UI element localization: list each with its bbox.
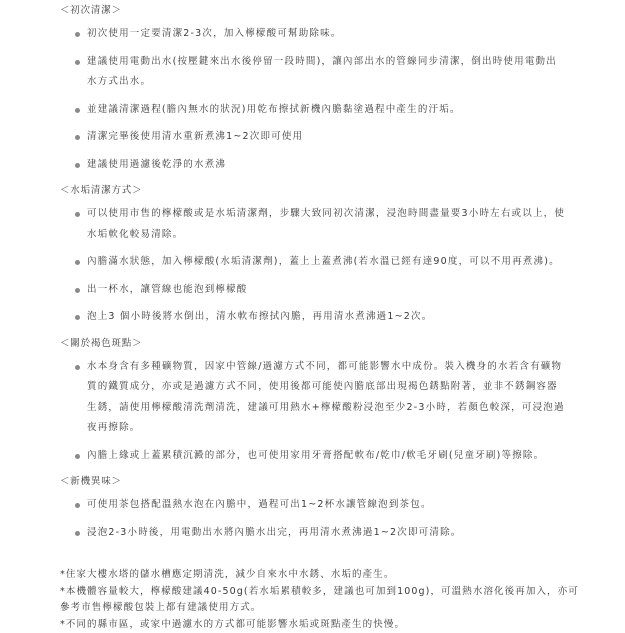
list-item: 清潔完畢後使用清水重新煮沸1~2次即可使用 — [60, 127, 567, 148]
footnotes — [60, 567, 580, 633]
list-item: 內膽上緣或上蓋累積沉澱的部分，也可使用家用牙膏搭配軟布/乾巾/軟毛牙刷(兒童牙刷)等擦除。 — [60, 446, 567, 467]
section-heading: ＜新機異味＞ — [60, 476, 122, 487]
list-item: 建議使用過濾後乾淨的水煮沸 — [60, 155, 567, 176]
section-scale-cleaning — [60, 183, 625, 328]
section-initial-cleaning — [60, 3, 625, 175]
list-item: 可使用茶包搭配溫熱水泡在內膽中，過程可出1~2杯水讓管線泡到茶包。 — [60, 495, 567, 516]
list-item: 可以使用市售的檸檬酸或是水垢清潔劑，步驟大致同初次清潔，浸泡時間盡量要3小時左右或以上，使水垢軟化較易清除。 — [60, 204, 567, 245]
bullet-list — [60, 357, 625, 467]
list-item: 並建議清潔過程(膽內無水的狀況)用乾布擦拭新機內膽黏塗過程中產生的汙垢。 — [60, 100, 567, 121]
list-item: 建議使用電動出水(按壓鍵來出水後停留一段時間)，讓內部出水的管線同步清潔，倒出時使用電動出水方式出水。 — [60, 52, 567, 93]
footnote: *本機體容量較大，檸檬酸建議40-50g(若水垢累積較多，建議也可加到100g)，可溫熱水溶化後再加入，亦可參考市售檸檬酸包裝上都有建議使用方式。 — [60, 586, 579, 613]
footnote: *不同的縣市區，或家中過濾水的方式都可能影響水垢或斑點產生的快慢。 — [60, 619, 406, 630]
section-heading: ＜水垢清潔方式＞ — [60, 185, 143, 196]
list-item: 初次使用一定要清潔2-3次，加入檸檬酸可幫助除味。 — [60, 24, 567, 45]
bullet-list — [60, 495, 625, 543]
list-item: 出一杯水，讓管線也能泡到檸檬酸 — [60, 280, 567, 301]
footnote: *住家大樓水塔的儲水槽應定期清洗，減少自來水中水銹、水垢的產生。 — [60, 569, 395, 580]
section-new-machine-odor — [60, 474, 625, 543]
list-item: 泡上3 個小時後將水倒出，清水軟布擦拭內膽，再用清水煮沸過1~2次。 — [60, 307, 567, 328]
bullet-list — [60, 24, 625, 175]
list-item: 浸泡2-3小時後，用電動出水將內膽水出完，再用清水煮沸過1~2次即可清除。 — [60, 523, 567, 544]
section-heading: ＜關於褐色斑點＞ — [60, 337, 143, 349]
section-heading: ＜初次清潔＞ — [60, 5, 122, 16]
section-brown-spots — [60, 336, 625, 467]
list-item: 水本身含有多種礦物質，因家中管線/過濾方式不同，都可能影響水中成份。裝入機身的水若含有礦物質的鐵質成分，亦或是過濾方式不同，使用後都可能使內膽底部出現褐色銹點附著，並非不銹鋼容器生銹，請使用檸檬酸清洗劑清洗，建議可用熱水+檸檬酸粉浸泡至少2-3小時，若顏色較深，可浸泡過夜再擦除。 — [60, 357, 567, 439]
list-item: 內膽滿水狀態，加入檸檬酸(水垢清潔劑)，蓋上上蓋煮沸(若水溫已經有達90度，可以不用再煮沸)。 — [60, 252, 567, 273]
bullet-list — [60, 204, 625, 328]
